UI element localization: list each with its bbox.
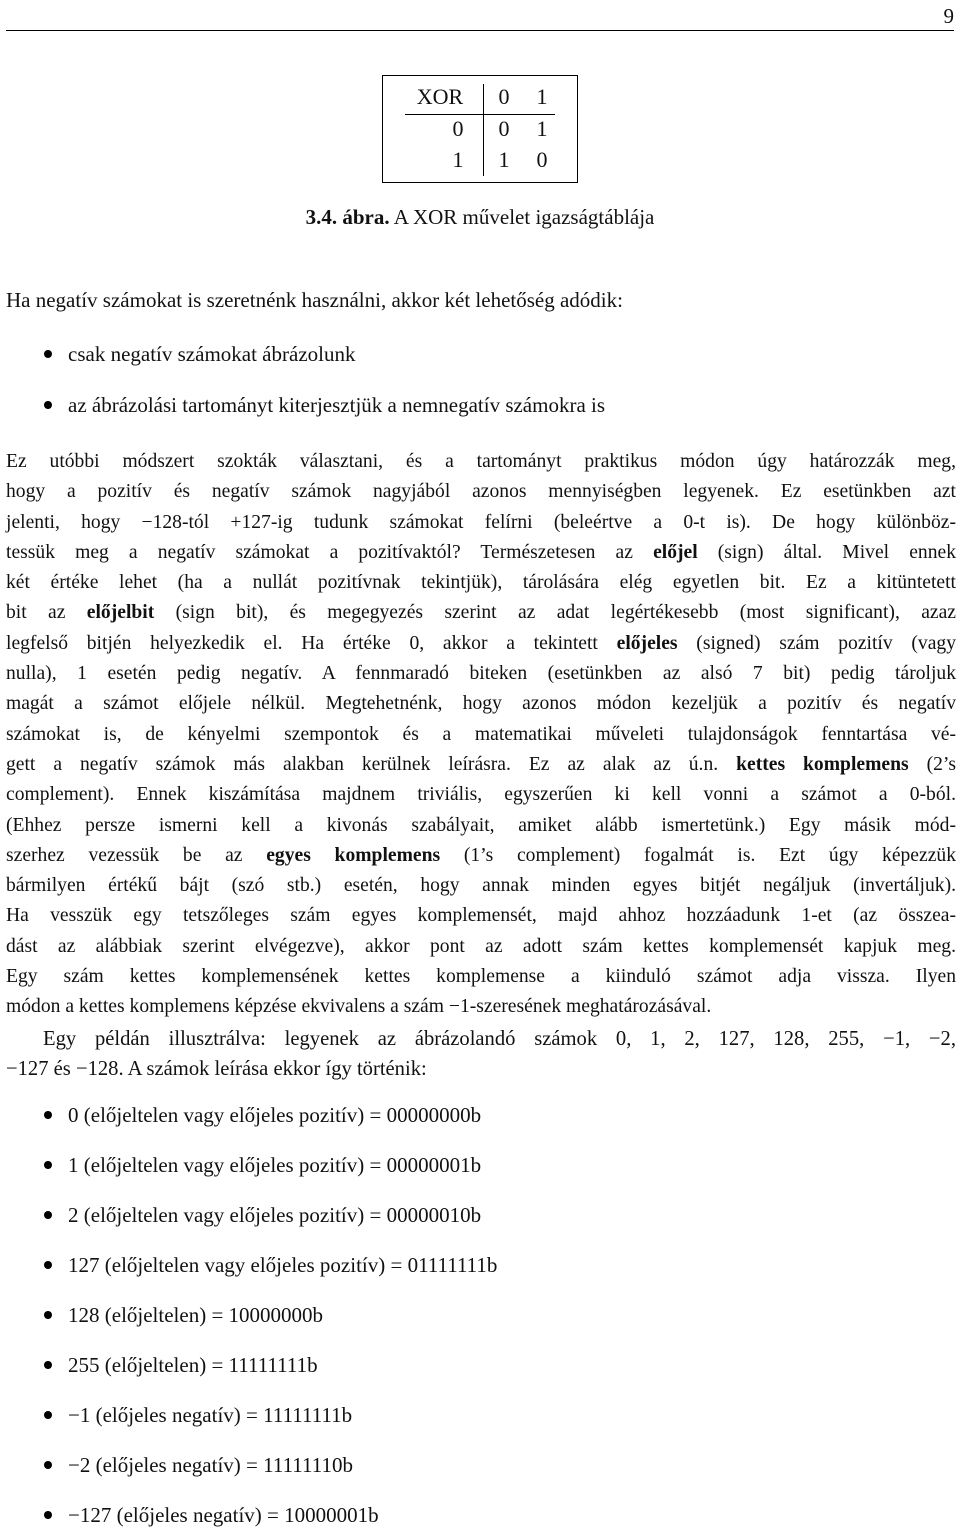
paragraph-line	[6, 508, 956, 538]
table-header-cell: 0	[498, 84, 510, 109]
caption-label: 3.4. ábra.	[305, 205, 390, 229]
text-run: (sign bit), és megegyezés szerint az adat legértékesebb (most significant), azaz	[154, 602, 956, 624]
example-paragraph	[6, 1024, 956, 1084]
text-run: szerhez vezessük be az	[6, 844, 267, 866]
text-run: jelenti, hogy −128-tól +127-ig tudunk számokat felírni (beleértve a 0-t is). De hogy különböz-	[6, 511, 956, 533]
text-run: Egy szám kettes komplemensének kettes komplemense a kiinduló számot adja vissza. Ilyen	[6, 966, 956, 988]
list-item-text: 2 (előjeltelen vagy előjeles pozitív) = 00000010b	[68, 1203, 482, 1227]
list-item	[6, 1453, 353, 1478]
list-item-text: −2 (előjeles negatív) = 11111110b	[68, 1453, 353, 1477]
list-item	[6, 393, 605, 418]
table-header-cell: 1	[536, 84, 548, 109]
paragraph-line	[6, 780, 956, 810]
list-item-text: 255 (előjeltelen) = 11111111b	[68, 1353, 318, 1377]
text-run: Ha vesszük egy tetszőleges szám egyes komplemensét, majd ahhoz hozzáadunk 1-et (az összea-	[6, 905, 956, 927]
table-cell: 1	[498, 147, 510, 172]
paragraph-line	[6, 841, 956, 871]
paragraph-line	[6, 750, 956, 780]
bold-term: egyes komplemens	[266, 844, 441, 866]
list-item	[6, 1403, 352, 1428]
bullet-icon	[44, 1161, 52, 1169]
list-item	[6, 1103, 481, 1128]
bullet-icon	[44, 1111, 52, 1119]
paragraph-line	[6, 720, 956, 750]
paragraph-line	[6, 962, 956, 992]
paragraph-line	[6, 538, 956, 568]
text-run: két értéke lehet (ha a nullát pozitívnak tekintjük), tárolására elég egyetlen bit. Ez a kitüntetett	[6, 572, 956, 594]
list-item	[6, 342, 355, 367]
list-item	[6, 1303, 323, 1328]
list-item-text: az ábrázolási tartományt kiterjesztjük a nemnegatív számokra is	[68, 393, 606, 417]
list-item-text: −1 (előjeles negatív) = 11111111b	[68, 1403, 353, 1427]
xor-truth-table	[382, 75, 578, 183]
text-run: (2’s	[908, 753, 956, 775]
table-cell: 0	[498, 116, 510, 141]
table-cell: 1	[452, 147, 464, 172]
bullet-icon	[44, 1311, 52, 1319]
page-number: 9	[943, 4, 954, 28]
paragraph-line	[6, 992, 956, 1022]
text-run: (Ehhez persze ismerni kell a kivonás szabályait, amiket alább ismertetünk.) Egy másik mód-	[6, 814, 956, 836]
text-run: (signed) szám pozitív (vagy	[677, 632, 957, 654]
text-run: gett a negatív számok más alakban kerülnek leírásra. Ez az alak az ú.n.	[6, 753, 737, 775]
paragraph-line: Egy példán illusztrálva: legyenek az ábrázolandó számok 0, 1, 2, 127, 128, 255, −1, −2,	[43, 1028, 956, 1050]
text-run: bármilyen értékű bájt (szó stb.) esetén, hogy annak minden egyes bitjét negáljuk (invertáljuk).	[6, 875, 956, 897]
table-header-cell: XOR	[416, 84, 464, 109]
text-run: hogy a pozitív és negatív számok nagyjából azonos mennyiségben legyenek. Ez esetünkben azt	[6, 481, 956, 503]
text-run: bit az	[6, 602, 87, 624]
list-item-text: −127 (előjeles negatív) = 10000001b	[68, 1503, 379, 1527]
list-item	[6, 1353, 318, 1378]
bold-term: előjelbit	[86, 602, 155, 624]
text-run: tessük meg a negatív számokat a pozitívaktól? Természetesen az	[6, 541, 654, 563]
figure-caption	[0, 205, 960, 230]
paragraph-line	[6, 447, 956, 477]
text-run: számokat is, de kényelmi szempontok és a matematikai műveleti tulajdonságok fenntartása vé-	[6, 723, 956, 745]
main-paragraph	[6, 447, 956, 1023]
bold-term: előjeles	[616, 632, 678, 654]
bullet-icon	[44, 1211, 52, 1219]
text-run: Ez utóbbi módszert szokták választani, és a tartományt praktikus módon úgy határozzák meg,	[6, 451, 956, 472]
paragraph-line	[6, 659, 956, 689]
text-run: nulla), 1 esetén pedig negatív. A fennmaradó biteken (esetünkben az alsó 7 bit) pedig tároljuk	[6, 663, 956, 685]
bullet-icon	[44, 1461, 52, 1469]
list-item	[6, 1203, 481, 1228]
bullet-icon	[44, 401, 52, 409]
text-run: (sign) által. Mivel ennek	[697, 541, 956, 563]
text-run: (1’s complement) fogalmát is. Ezt úgy képezzük	[440, 844, 956, 866]
paragraph-line	[6, 689, 956, 719]
paragraph-line	[6, 901, 956, 931]
list-item-text: 1 (előjeltelen vagy előjeles pozitív) = 00000001b	[68, 1153, 482, 1177]
bullet-icon	[44, 1411, 52, 1419]
header-rule	[6, 30, 954, 31]
bold-term: előjel	[653, 541, 698, 563]
list-item-text: 127 (előjeltelen vagy előjeles pozitív) = 01111111b	[68, 1253, 498, 1277]
text-run: complement). Ennek kiszámítása majdnem triviális, egyszerűen ki kell vonni a számot a 0-ból.	[6, 784, 956, 806]
intro-paragraph: Ha negatív számokat is szeretnénk használni, akkor két lehetőség adódik:	[6, 288, 623, 312]
list-item-text: csak negatív számokat ábrázolunk	[68, 342, 356, 366]
bullet-icon	[44, 350, 52, 358]
paragraph-line	[6, 477, 956, 507]
paragraph-line	[6, 811, 956, 841]
bullet-icon	[44, 1511, 52, 1519]
paragraph-line: −127 és −128. A számok leírása ekkor így történik:	[6, 1058, 427, 1080]
text-run: magát a számot előjele nélkül. Megtehetnénk, hogy azonos módon kezeljük a pozitív és negatív	[6, 693, 956, 715]
table-vertical-rule	[483, 84, 484, 176]
paragraph-line	[6, 568, 956, 598]
list-item	[6, 1253, 497, 1278]
table-cell: 0	[536, 147, 548, 172]
list-item	[6, 1153, 481, 1178]
list-item-text: 128 (előjeltelen) = 10000000b	[68, 1303, 324, 1327]
text-run: dást az alábbiak szerint elvégezve), akkor pont az adott szám kettes komplemensét kapjuk meg.	[6, 935, 956, 957]
paragraph-line	[6, 871, 956, 901]
text-run: módon a kettes komplemens képzése ekvivalens a szám −1-szeresének meghatározásával.	[6, 996, 712, 1018]
list-item	[6, 1503, 379, 1528]
paragraph-line	[6, 598, 956, 628]
paragraph-line	[6, 629, 956, 659]
bullet-icon	[44, 1261, 52, 1269]
table-cell: 1	[536, 116, 548, 141]
bullet-icon	[44, 1361, 52, 1369]
paragraph-line	[6, 932, 956, 962]
text-run: legfelső bitjén helyezkedik el. Ha értéke 0, akkor a tekintett	[6, 632, 617, 654]
bold-term: kettes komplemens	[736, 753, 909, 775]
table-cell: 0	[452, 116, 464, 141]
caption-text: A XOR művelet igazságtáblája	[393, 205, 655, 229]
list-item-text: 0 (előjeltelen vagy előjeles pozitív) = 00000000b	[68, 1103, 482, 1127]
